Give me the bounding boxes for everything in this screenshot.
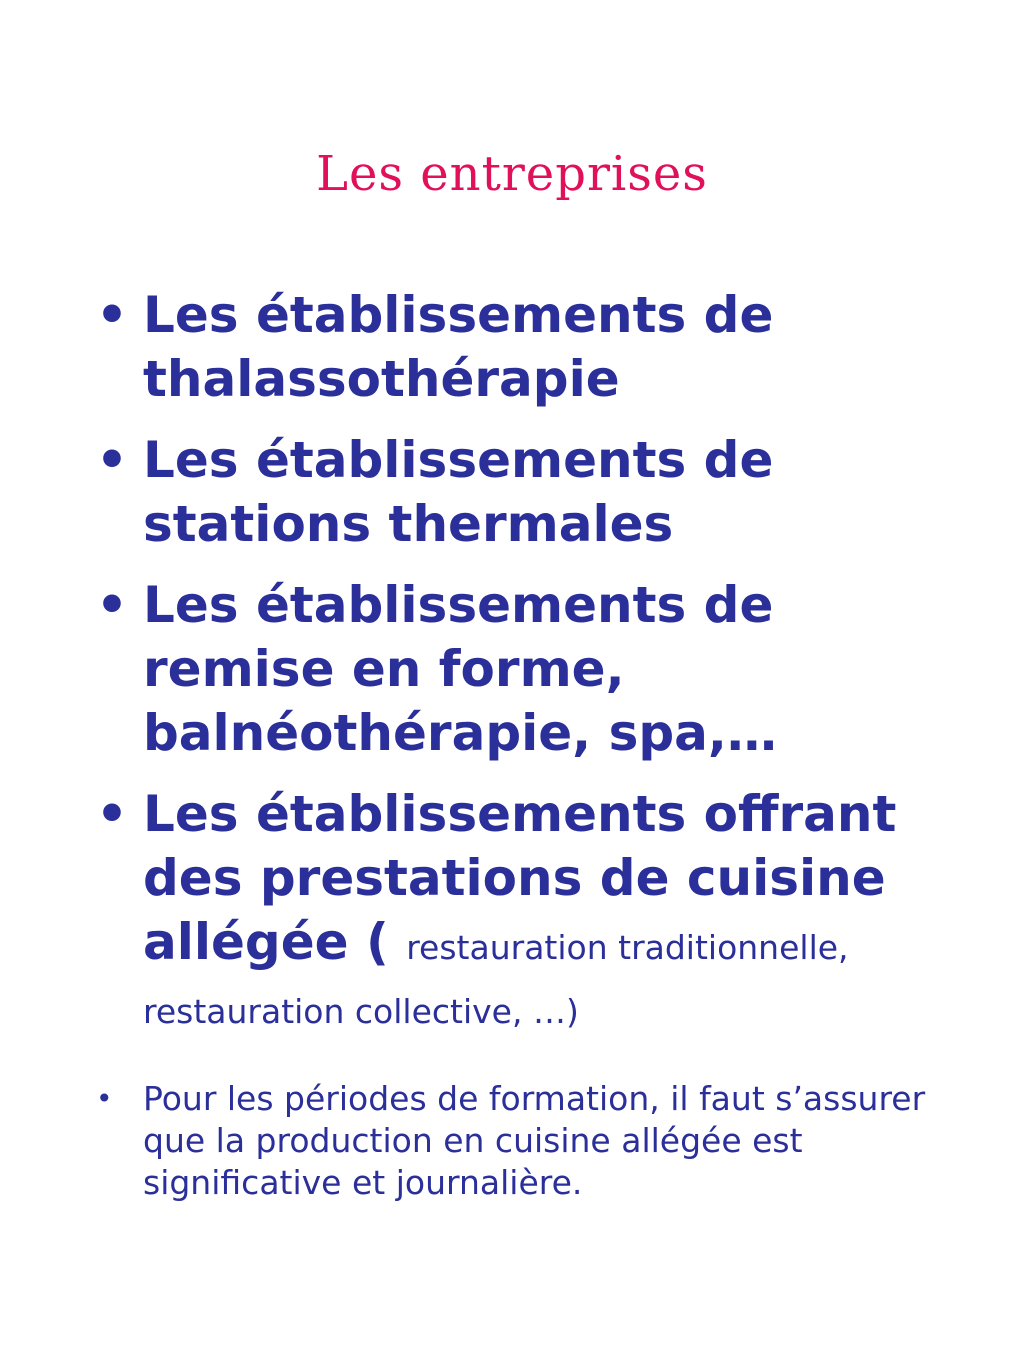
bullet-icon: •: [96, 785, 128, 843]
bullet-list: [96, 283, 956, 1055]
list-item: [96, 428, 956, 556]
list-item-text: Les établissements offrant des prestations de cuisine allégée (: [143, 785, 897, 971]
slide-title: Les entreprises: [316, 146, 708, 202]
list-item-text: Les établissements de thalassothérapie: [143, 286, 774, 408]
list-item-detail: restauration traditionnelle, restauration collective, …): [143, 928, 849, 1031]
list-item-text: Les établissements de remise en forme, balnéothérapie, spa,…: [143, 576, 777, 762]
bullet-icon: •: [96, 576, 128, 634]
list-item: [96, 782, 956, 1038]
note-list: [96, 1078, 956, 1204]
bullet-icon: •: [96, 431, 128, 489]
list-item-text: Les établissements de stations thermales: [143, 431, 774, 553]
list-item: [96, 283, 956, 411]
note-item: [96, 1078, 956, 1204]
bullet-icon: •: [96, 286, 128, 344]
note-text: Pour les périodes de formation, il faut s’assurer que la production en cuisine allégée est significative et journalière.: [143, 1079, 926, 1202]
list-item: [96, 573, 956, 765]
bullet-icon: •: [96, 1082, 113, 1115]
